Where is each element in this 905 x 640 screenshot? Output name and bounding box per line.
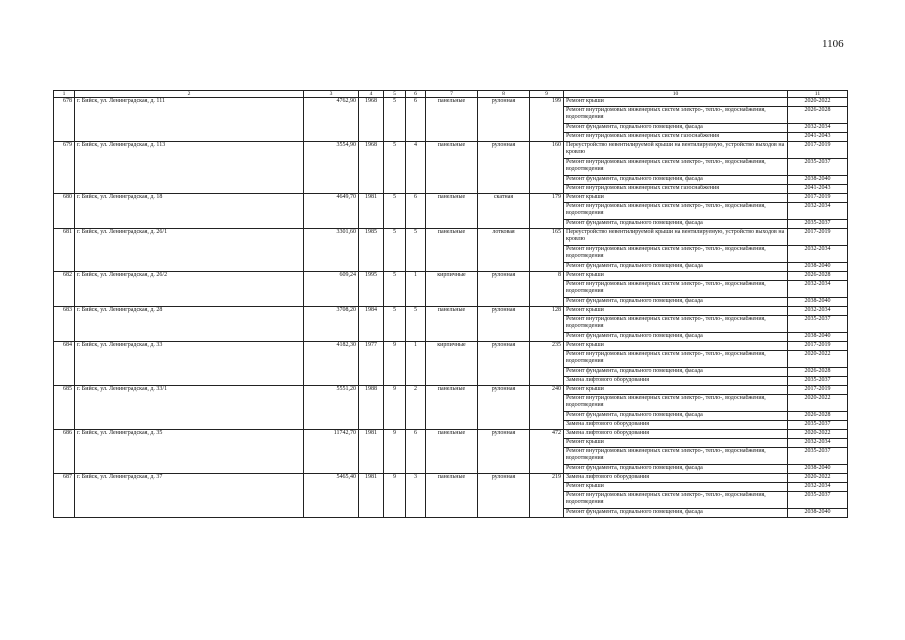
work-type-cell: Ремонт внутридомовых инженерных систем электро-, тепло-, водоснабжения, водоотведения (564, 107, 788, 124)
floors-cell: 5 (384, 194, 406, 229)
work-period-cell: 2035-2037 (788, 492, 848, 509)
area-cell: 11742,70 (304, 430, 359, 474)
work-type-cell: Ремонт внутридомовых инженерных систем электро-, тепло-, водоснабжения, водоотведения (564, 281, 788, 298)
floors-cell: 9 (384, 474, 406, 518)
row-number: 680 (54, 194, 75, 229)
year-built-cell: 1968 (359, 142, 384, 194)
work-type-cell: Ремонт крыши (564, 98, 788, 107)
work-period-cell: 2017-2019 (788, 229, 848, 246)
work-period-cell: 2035-2037 (788, 316, 848, 333)
table-row (54, 272, 848, 281)
work-period-cell: 2026-2028 (788, 368, 848, 377)
work-period-cell: 2017-2019 (788, 194, 848, 203)
work-period-cell: 2032-2034 (788, 124, 848, 133)
work-period-cell: 2032-2034 (788, 246, 848, 263)
column-number: 3 (304, 91, 359, 98)
address-cell: г. Бийск, ул. Ленинградская, д. 35 (75, 430, 304, 474)
work-type-cell: Ремонт крыши (564, 194, 788, 203)
row-number: 686 (54, 430, 75, 474)
residents-cell: 472 (530, 430, 564, 474)
year-built-cell: 1977 (359, 342, 384, 386)
roof-type-cell: скатная (478, 194, 530, 229)
work-type-cell: Ремонт крыши (564, 439, 788, 448)
work-type-cell: Ремонт внутридомовых инженерных систем электро-, тепло-, водоснабжения, водоотведения (564, 448, 788, 465)
roof-type-cell: рулонная (478, 430, 530, 474)
roof-type-cell: рулонная (478, 474, 530, 518)
table-row (54, 142, 848, 159)
work-period-cell: 2026-2028 (788, 107, 848, 124)
residents-cell: 235 (530, 342, 564, 386)
column-number: 10 (564, 91, 788, 98)
work-type-cell: Ремонт внутридомовых инженерных систем электро-, тепло-, водоснабжения, водоотведения (564, 203, 788, 220)
work-type-cell: Ремонт фундамента, подвального помещения, фасада (564, 509, 788, 518)
work-period-cell: 2020-2022 (788, 474, 848, 483)
entrances-cell: 6 (406, 430, 426, 474)
work-type-cell: Ремонт крыши (564, 307, 788, 316)
year-built-cell: 1981 (359, 430, 384, 474)
column-number: 1 (54, 91, 75, 98)
work-type-cell: Ремонт фундамента, подвального помещения, фасада (564, 412, 788, 421)
work-period-cell: 2017-2019 (788, 386, 848, 395)
work-period-cell: 2032-2034 (788, 307, 848, 316)
work-type-cell: Ремонт крыши (564, 272, 788, 281)
year-built-cell: 1981 (359, 194, 384, 229)
work-period-cell: 2020-2022 (788, 98, 848, 107)
address-cell: г. Бийск, ул. Ленинградская, д. 18 (75, 194, 304, 229)
address-cell: г. Бийск, ул. Ленинградская, д. 26/1 (75, 229, 304, 272)
entrances-cell: 6 (406, 194, 426, 229)
roof-type-cell: рулонная (478, 342, 530, 386)
page-number: 1106 (822, 38, 844, 50)
row-number: 683 (54, 307, 75, 342)
entrances-cell: 1 (406, 272, 426, 307)
column-number: 2 (75, 91, 304, 98)
column-number: 4 (359, 91, 384, 98)
entrances-cell: 4 (406, 142, 426, 194)
work-type-cell: Ремонт фундамента, подвального помещения, фасада (564, 124, 788, 133)
work-period-cell: 2026-2028 (788, 412, 848, 421)
row-number: 678 (54, 98, 75, 142)
year-built-cell: 1984 (359, 307, 384, 342)
row-number: 685 (54, 386, 75, 430)
entrances-cell: 1 (406, 342, 426, 386)
floors-cell: 9 (384, 386, 406, 430)
work-type-cell: Замена лифтового оборудования (564, 474, 788, 483)
year-built-cell: 1985 (359, 229, 384, 272)
work-period-cell: 2020-2022 (788, 430, 848, 439)
work-type-cell: Ремонт фундамента, подвального помещения, фасада (564, 368, 788, 377)
year-built-cell: 1988 (359, 386, 384, 430)
floors-cell: 9 (384, 430, 406, 474)
address-cell: г. Бийск, ул. Ленинградская, д. 33/1 (75, 386, 304, 430)
residents-cell: 165 (530, 229, 564, 272)
area-cell: 5551,20 (304, 386, 359, 430)
work-type-cell: Ремонт крыши (564, 342, 788, 351)
address-cell: г. Бийск, ул. Ленинградская, д. 113 (75, 142, 304, 194)
work-period-cell: 2041-2043 (788, 185, 848, 194)
work-type-cell: Ремонт фундамента, подвального помещения, фасада (564, 298, 788, 307)
wall-material-cell: панельные (426, 386, 478, 430)
table-row (54, 474, 848, 483)
work-type-cell: Ремонт внутридомовых инженерных систем электро-, тепло-, водоснабжения, водоотведения (564, 246, 788, 263)
work-period-cell: 2032-2034 (788, 203, 848, 220)
entrances-cell: 5 (406, 229, 426, 272)
residents-cell: 179 (530, 194, 564, 229)
floors-cell: 5 (384, 142, 406, 194)
work-period-cell: 2032-2034 (788, 281, 848, 298)
work-type-cell: Ремонт внутридомовых инженерных систем электро-, тепло-, водоснабжения, водоотведения (564, 316, 788, 333)
address-cell: г. Бийск, ул. Ленинградская, д. 37 (75, 474, 304, 518)
residents-cell: 219 (530, 474, 564, 518)
floors-cell: 5 (384, 272, 406, 307)
roof-type-cell: рулонная (478, 272, 530, 307)
floors-cell: 5 (384, 229, 406, 272)
roof-type-cell: рулонная (478, 98, 530, 142)
area-cell: 3301,60 (304, 229, 359, 272)
residents-cell: 240 (530, 386, 564, 430)
residents-cell: 160 (530, 142, 564, 194)
table-row (54, 386, 848, 395)
table-row (54, 307, 848, 316)
column-number: 11 (788, 91, 848, 98)
row-number: 687 (54, 474, 75, 518)
area-cell: 4182,30 (304, 342, 359, 386)
area-cell: 609,24 (304, 272, 359, 307)
wall-material-cell: панельные (426, 474, 478, 518)
work-type-cell: Ремонт крыши (564, 386, 788, 395)
work-period-cell: 2020-2022 (788, 395, 848, 412)
roof-type-cell: рулонная (478, 142, 530, 194)
entrances-cell: 5 (406, 307, 426, 342)
wall-material-cell: панельные (426, 98, 478, 142)
work-period-cell: 2020-2022 (788, 351, 848, 368)
wall-material-cell: панельные (426, 142, 478, 194)
work-period-cell: 2017-2019 (788, 142, 848, 159)
table-row (54, 430, 848, 439)
work-type-cell: Ремонт внутридомовых инженерных систем электро-, тепло-, водоснабжения, водоотведения (564, 492, 788, 509)
work-type-cell: Ремонт фундамента, подвального помещения, фасада (564, 333, 788, 342)
table-row (54, 229, 848, 246)
wall-material-cell: кирпичные (426, 342, 478, 386)
floors-cell: 5 (384, 98, 406, 142)
column-number: 5 (384, 91, 406, 98)
column-number: 8 (478, 91, 530, 98)
work-period-cell: 2038-2040 (788, 298, 848, 307)
work-period-cell: 2017-2019 (788, 342, 848, 351)
work-period-cell: 2038-2040 (788, 333, 848, 342)
work-type-cell: Ремонт крыши (564, 483, 788, 492)
table-row (54, 98, 848, 107)
address-cell: г. Бийск, ул. Ленинградская, д. 28 (75, 307, 304, 342)
entrances-cell: 3 (406, 474, 426, 518)
work-period-cell: 2032-2034 (788, 483, 848, 492)
area-cell: 3708,20 (304, 307, 359, 342)
roof-type-cell: рулонная (478, 386, 530, 430)
floors-cell: 9 (384, 342, 406, 386)
area-cell: 4762,90 (304, 98, 359, 142)
table-row (54, 342, 848, 351)
work-type-cell: Ремонт фундамента, подвального помещения, фасада (564, 465, 788, 474)
row-number: 681 (54, 229, 75, 272)
work-type-cell: Ремонт фундамента, подвального помещения, фасада (564, 263, 788, 272)
area-cell: 4649,70 (304, 194, 359, 229)
column-number-row (54, 91, 848, 98)
work-type-cell: Замена лифтового оборудования (564, 430, 788, 439)
wall-material-cell: панельные (426, 229, 478, 272)
row-number: 684 (54, 342, 75, 386)
work-period-cell: 2035-2037 (788, 448, 848, 465)
residents-cell: 199 (530, 98, 564, 142)
roof-type-cell: рулонная (478, 307, 530, 342)
work-period-cell: 2038-2040 (788, 465, 848, 474)
floors-cell: 5 (384, 307, 406, 342)
address-cell: г. Бийск, ул. Ленинградская, д. 33 (75, 342, 304, 386)
year-built-cell: 1981 (359, 474, 384, 518)
work-period-cell: 2035-2037 (788, 377, 848, 386)
work-type-cell: Ремонт внутридомовых инженерных систем электро-, тепло-, водоснабжения, водоотведения (564, 159, 788, 176)
work-type-cell: Замена лифтового оборудования (564, 421, 788, 430)
work-period-cell: 2035-2037 (788, 220, 848, 229)
year-built-cell: 1995 (359, 272, 384, 307)
work-type-cell: Ремонт фундамента, подвального помещения, фасада (564, 220, 788, 229)
work-type-cell: Ремонт внутридомовых инженерных систем электро-, тепло-, водоснабжения, водоотведения (564, 351, 788, 368)
wall-material-cell: кирпичные (426, 272, 478, 307)
work-period-cell: 2035-2037 (788, 159, 848, 176)
work-type-cell: Переустройство невентилируемой крыши на вентилируемую, устройство выходов на кровлю (564, 142, 788, 159)
roof-type-cell: лотковая (478, 229, 530, 272)
address-cell: г. Бийск, ул. Ленинградская, д. 111 (75, 98, 304, 142)
work-type-cell: Ремонт внутридомовых инженерных систем газоснабжения (564, 133, 788, 142)
wall-material-cell: панельные (426, 194, 478, 229)
row-number: 679 (54, 142, 75, 194)
entrances-cell: 2 (406, 386, 426, 430)
work-period-cell: 2041-2043 (788, 133, 848, 142)
work-period-cell: 2038-2040 (788, 176, 848, 185)
work-type-cell: Ремонт внутридомовых инженерных систем газоснабжения (564, 185, 788, 194)
housing-register-table (53, 90, 848, 518)
column-number: 7 (426, 91, 478, 98)
work-period-cell: 2032-2034 (788, 439, 848, 448)
column-number: 9 (530, 91, 564, 98)
wall-material-cell: панельные (426, 430, 478, 474)
work-type-cell: Ремонт фундамента, подвального помещения, фасада (564, 176, 788, 185)
residents-cell: 8 (530, 272, 564, 307)
residents-cell: 128 (530, 307, 564, 342)
work-period-cell: 2038-2040 (788, 263, 848, 272)
work-type-cell: Замена лифтового оборудования (564, 377, 788, 386)
table-row (54, 194, 848, 203)
work-period-cell: 2026-2028 (788, 272, 848, 281)
entrances-cell: 6 (406, 98, 426, 142)
row-number: 682 (54, 272, 75, 307)
column-number: 6 (406, 91, 426, 98)
year-built-cell: 1968 (359, 98, 384, 142)
work-type-cell: Ремонт внутридомовых инженерных систем электро-, тепло-, водоснабжения, водоотведения (564, 395, 788, 412)
wall-material-cell: панельные (426, 307, 478, 342)
work-type-cell: Переустройство невентилируемой крыши на вентилируемую, устройство выходов на кровлю (564, 229, 788, 246)
address-cell: г. Бийск, ул. Ленинградская, д. 26/2 (75, 272, 304, 307)
work-period-cell: 2038-2040 (788, 509, 848, 518)
area-cell: 5465,40 (304, 474, 359, 518)
area-cell: 3554,90 (304, 142, 359, 194)
work-period-cell: 2035-2037 (788, 421, 848, 430)
